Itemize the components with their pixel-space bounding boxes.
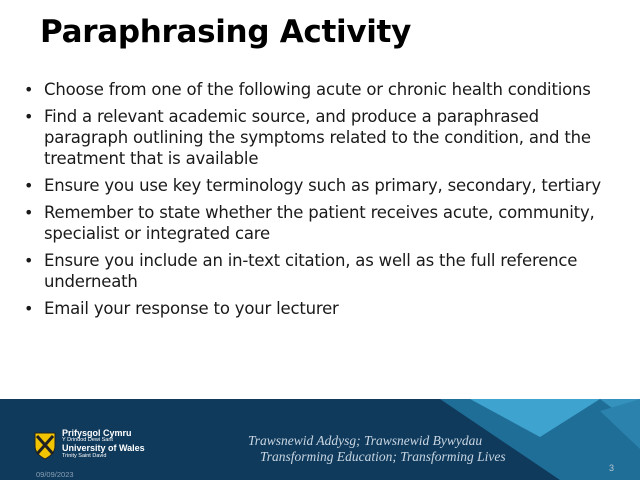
bullet-text: Find a relevant academic source, and produce a paraphrased paragraph outlining the symptoms related to the condition, and the treatment that is available bbox=[44, 107, 591, 168]
institution-line-2: Y Drindod Dewi Sant bbox=[62, 437, 113, 444]
bullet-dot-icon: • bbox=[24, 176, 34, 195]
slide-title: Paraphrasing Activity bbox=[40, 14, 411, 50]
institution-line-1: Prifysgol Cymru bbox=[62, 428, 132, 438]
bullet-dot-icon: • bbox=[24, 299, 34, 318]
bullet-text: Choose from one of the following acute or chronic health conditions bbox=[44, 80, 591, 99]
bullet-item bbox=[22, 79, 622, 100]
bullet-text: Ensure you include an in-text citation, as well as the full reference underneath bbox=[44, 251, 578, 291]
institution-name bbox=[62, 429, 145, 459]
bullet-item bbox=[22, 202, 622, 244]
bullet-item bbox=[22, 250, 622, 292]
page-number: 3 bbox=[608, 463, 614, 473]
tagline-welsh: Trawsnewid Addysg; Trawsnewid Bywydau bbox=[248, 433, 483, 448]
bullet-item bbox=[22, 298, 622, 319]
bullet-text: Remember to state whether the patient receives acute, community, specialist or integrated care bbox=[44, 203, 595, 243]
bullet-text: Email your response to your lecturer bbox=[44, 299, 339, 318]
institution-line-4: Trinity Saint David bbox=[62, 452, 107, 459]
bullet-dot-icon: • bbox=[24, 203, 34, 222]
institution-line-3: University of Wales bbox=[62, 443, 145, 454]
bullet-dot-icon: • bbox=[24, 80, 34, 99]
bullet-list bbox=[22, 79, 622, 325]
bullet-dot-icon: • bbox=[24, 107, 34, 126]
footer-banner bbox=[0, 399, 640, 480]
bullet-dot-icon: • bbox=[24, 251, 34, 270]
tagline-english: Transforming Education; Transforming Lives bbox=[260, 449, 506, 464]
bullet-item bbox=[22, 175, 622, 196]
slide-date: 09/09/2023 bbox=[36, 470, 74, 479]
bullet-text: Ensure you use key terminology such as primary, secondary, tertiary bbox=[44, 176, 601, 195]
bullet-item bbox=[22, 106, 622, 169]
tagline bbox=[248, 433, 506, 465]
university-crest-icon bbox=[34, 432, 56, 460]
